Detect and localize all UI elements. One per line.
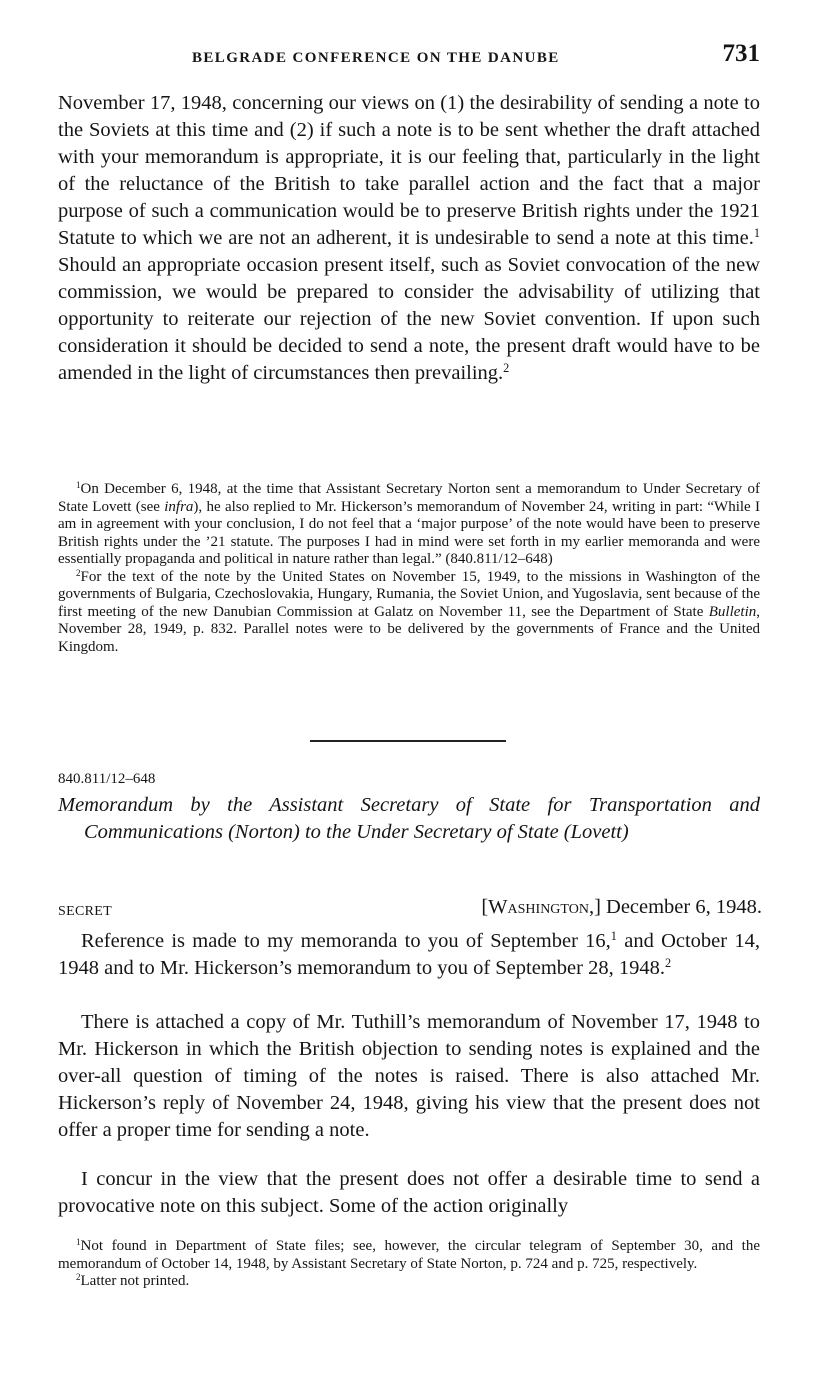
footnote-ref: 2 [664, 956, 672, 971]
footnote: $^2$For the text of the note by the United States on November 15, 1949, to the missions in Washington of the governments of Bulgaria, Czechoslovakia, Hungary, Rumania, the Soviet Union, and Yugoslavia, sent because of the first meeting of the new Danubian Commission at Galatz on November 11, see the Department of State Bulletin, November 28, 1949, p. 832. Parallel notes were to be delivered by the governments of France and the United Kingdom. [58, 567, 760, 655]
footnote: $^1$On December 6, 1948, at the time that Assistant Secretary Norton sent a memorandum to Under Secretary of State Lovett (see infra), he also replied to Mr. Hickerson’s memorandum of November 24, writing in part: “While I am in agreement with your conclusion, I do not feel that a ‘major purpose’ of the note would have been to preserve British rights under the ’21 statute. The purposes I had in mind were set forth in my earlier memoranda and were essentially propaganda and political in nature rather than legal.” (840.811/12–648) [58, 480, 761, 567]
file-number: 840.811/12–648 [58, 771, 156, 787]
page-number: 731 [722, 40, 760, 67]
footnotes-top [58, 481, 760, 656]
memo-paragraph-3: I concur in the view that the present does not offer a desirable time to send a provocative note on this subject. Some of the action originally [58, 1168, 760, 1217]
footnote-ref: 1 [753, 226, 760, 241]
dateline-date: December 6, 1948. [606, 896, 762, 918]
footnote-ref: 2 [503, 361, 510, 376]
section-divider [310, 740, 506, 742]
memo-paragraph-1: Reference is made to my memoranda to you of September 16,$^1$ and October 14, 1948 and to Mr. Hickerson’s memorandum to you of September 28, 1948.$^2$ [58, 929, 761, 979]
classification-label: SECRET [58, 904, 112, 919]
document-title: Memorandum by the Assistant Secretary of State for Transportation and Communications (Norton) to the Under Secretary of State (Lovett) [58, 794, 760, 843]
continuation-paragraph: November 17, 1948, concerning our views on (1) the desirability of sending a note to the Soviets at this time and (2) if such a note is to be sent whether the draft attached with your memorandum is appropriate, it is our feeling that, particularly in the light of the reluctance of the British to take parallel action and the fact that a major purpose of such a communication would be to preserve British rights under the 1921 Statute to which we are not an adherent, it is undesirable to send a note at this time.$^1$ Should an appropriate occasion present itself, such as Soviet convocation of the new commission, we would be prepared to consider the advisability of utilizing that opportunity to reiterate our rejection of the new Soviet convention. If upon such consideration it should be decided to send a note, the present draft would have to be amended in the light of circumstances then prevailing.$^2$ [58, 92, 760, 384]
footnote-ref: 1 [610, 929, 617, 944]
footnotes-bottom [58, 1238, 760, 1291]
footnote: $^2$Latter not printed. [76, 1272, 190, 1289]
running-title: BELGRADE CONFERENCE ON THE DANUBE [192, 50, 560, 66]
memo-paragraph-2: There is attached a copy of Mr. Tuthill’s memorandum of November 17, 1948 to Mr. Hickerson in which the British objection to sending notes is explained and the over-all question of timing of the notes is raised. There is also attached Mr. Hickerson’s reply of November 24, 1948, giving his view that the present does not offer a proper time for sending a note. [58, 1011, 760, 1141]
dateline: [Washington,] December 6, 1948. [481, 896, 762, 918]
running-header [58, 40, 760, 70]
dateline-place: Washington [488, 896, 589, 918]
footnote: $^1$Not found in Department of State files; see, however, the circular telegram of September 30, and the memorandum of October 14, 1948, by Assistant Secretary of State Norton, p. 724 and p. 725, respectively. [58, 1237, 760, 1272]
